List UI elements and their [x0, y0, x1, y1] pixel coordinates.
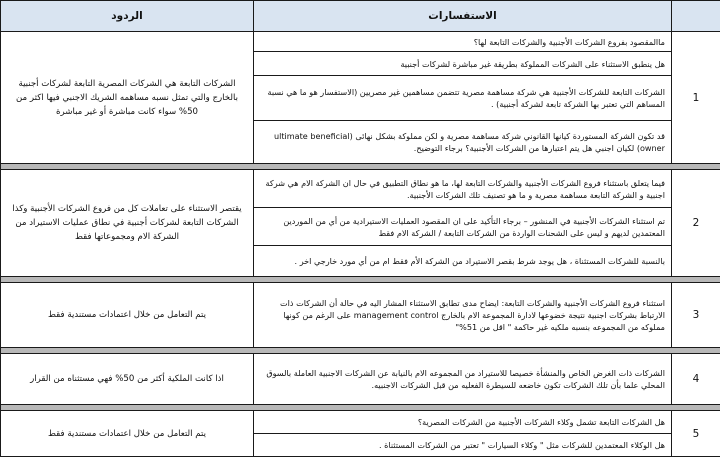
inquiry-cell: هل الشركات التابعة تشمل وكلاء الشركات الأجنبية من الشركات المصرية؟: [254, 411, 672, 434]
table-row: [1, 354, 720, 405]
header-row: [1, 1, 720, 32]
number-header: [672, 1, 720, 32]
inquiries-header: الاستفسارات: [254, 1, 672, 32]
table-row: [1, 32, 720, 52]
inquiry-cell: استثناء فروع الشركات الأجنبية والشركات التابعة: ايضاح مدى تطابق الاستثناء المشار اليه في حالة أن الشركات ذات الارتباط بشركات اجنبية نتيجة خضوعها لادارة المجموعة الام بالخارج management control على الرغم من كونها مملوكه من المجموعه بنسبه ملكيه غير حاكمة " اقل من 51%": [254, 283, 672, 348]
group-number: 2: [672, 170, 720, 277]
group-number: 1: [672, 32, 720, 164]
inquiry-cell: قد تكون الشركة المستوردة كيانها القانوني شركة مساهمة مصرية و لكن مملوكة بشكل نهائى (ultimate beneficial owner) لكيان اجنبي هل يتم اعتبارها من الشركات الأجنبية؟ برجاء التوضيح.: [254, 121, 672, 164]
group-number: 3: [672, 283, 720, 348]
responses-header: الردود: [1, 1, 254, 32]
inquiry-cell: ماالمقصود بفروع الشركات الأجنبية والشركات التابعة لها؟: [254, 32, 672, 52]
group-number: 5: [672, 411, 720, 457]
inquiry-cell: بالنسبة للشركات المستثناة ، هل يوجد شرط بقصر الاستيراد من الشركة الأم فقط ام من أي مورد خارجي اخر .: [254, 246, 672, 277]
inquiry-cell: هل ينطبق الاستثناء على الشركات المملوكة بطريقة غير مباشرة لشركات أجنبية: [254, 52, 672, 76]
response-cell: اذا كانت الملكية أكثر من 50% فهي مستثناه من القرار: [1, 354, 254, 405]
table-row: [1, 283, 720, 348]
inquiry-cell: هل الوكلاء المعتمدين للشركات مثل " وكلاء السيارات " تعتبر من الشركات المستثناة .: [254, 434, 672, 457]
inquiry-cell: تم استثناء الشركات الأجنبية في المنشور – برجاء التأكيد على ان المقصود العمليات الاستيرادية من أي من الموردين المعتمدين لديهم و ليس على الشحنات الواردة من الشركات التابعة / الشركة الام فقط: [254, 208, 672, 246]
inquiry-cell: فيما يتعلق باستثناء فروع الشركات الأجنبية والشركات التابعة لها، ما هو نطاق التطبيق في حال ان الشركة الام هي شركة اجنبية و الشركة التابعة مساهمة مصرية و ما هو تصنيف تلك الشركات الأجنبية.: [254, 170, 672, 208]
inquiry-cell: الشركات التابعة للشركات الأجنبية هي شركة مساهمة مصرية تتضمن مساهمين غير مصريين (الاستفسار هو ما هي نسبة المساهم التي تعتبر بها الشركة تابعة لشركة أجنبية) .: [254, 76, 672, 121]
response-cell: الشركات التابعة هي الشركات المصرية التابعة لشركات أجنبية بالخارج والتي تمثل نسبه مساهمه الشريك الاجنبي فيها اكثر من 50% سواء كانت مباشرة أو غير مباشرة: [1, 32, 254, 164]
table-row: [1, 411, 720, 434]
response-cell: يتم التعامل من خلال اعتمادات مستندية فقط: [1, 411, 254, 457]
table-row: [1, 170, 720, 208]
response-cell: يتم التعامل من خلال اعتمادات مستندية فقط: [1, 283, 254, 348]
inquiry-cell: الشركات ذات الغرض الخاص والمنشأة خصيصا للاستيراد من المجموعه الام بالنيابة عن الشركات الاجنبية العاملة بالسوق المحلي علما بأن تلك الشركات تكون خاضعه للسيطرة الفعليه من قبل الشركات الاجنبيه.: [254, 354, 672, 405]
group-number: 4: [672, 354, 720, 405]
response-cell: يقتصر الاستثناء على تعاملات كل من فروع الشركات الأجنبية وكذا الشركات التابعة لشركات أجنبية في نطاق عمليات الاستيراد من الشركة الام ومجموعاتها فقط: [1, 170, 254, 277]
